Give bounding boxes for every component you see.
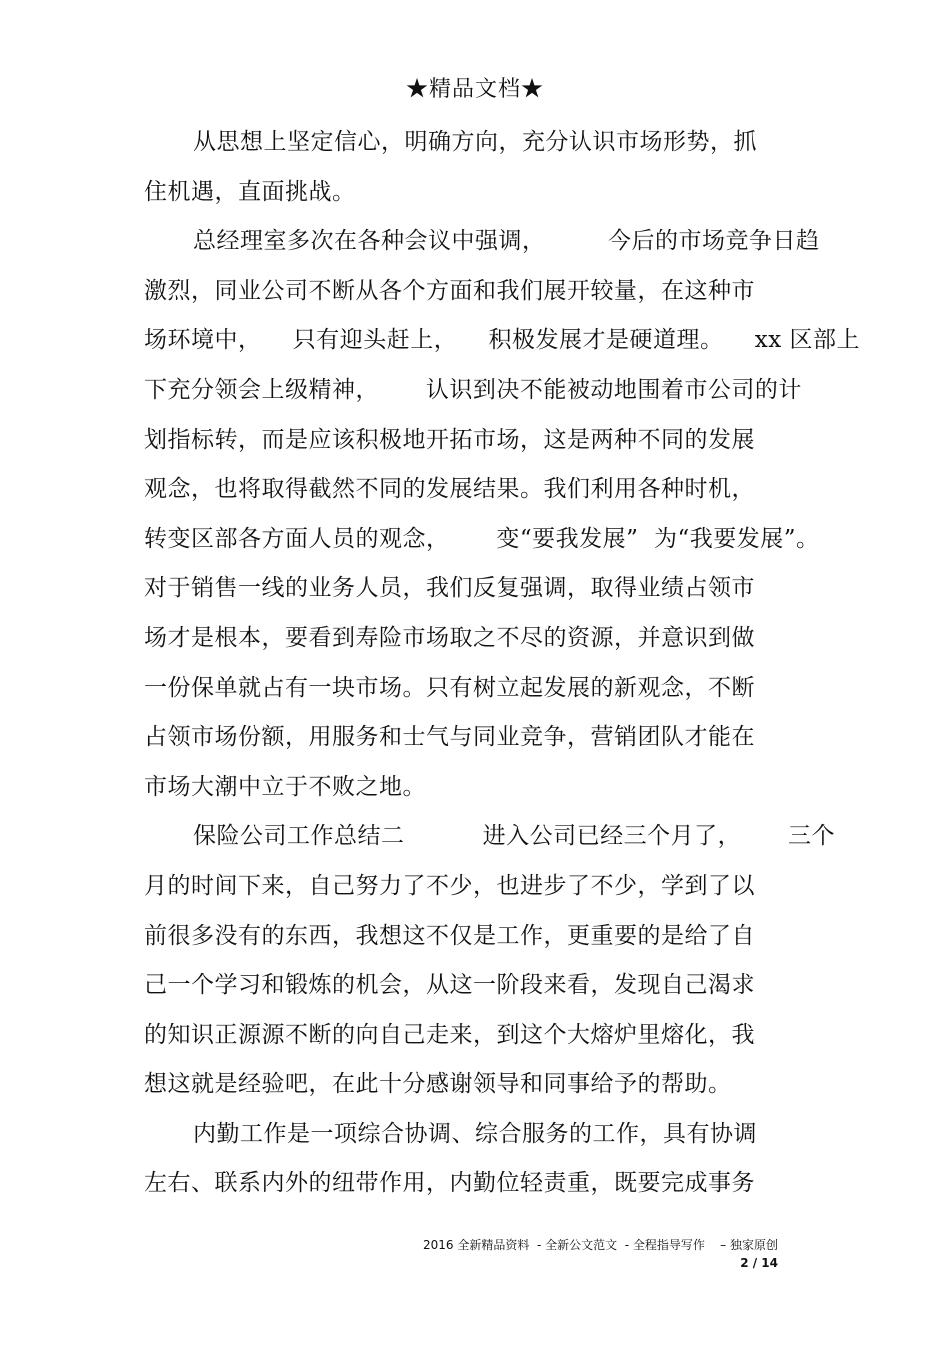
text-line: 场环境中， 只有迎头赶上， 积极发展才是硬道理。 xx 区部上	[144, 327, 860, 354]
text-line: 的知识正源源不断的向自己走来，到这个大熔炉里熔化，我	[144, 1021, 755, 1048]
text-line: 观念，也将取得截然不同的发展结果。我们利用各种时机，	[144, 476, 755, 503]
text-line: 前很多没有的东西，我想这不仅是工作，更重要的是给了自	[144, 922, 755, 949]
text-line: 场才是根本，要看到寿险市场取之不尽的资源，并意识到做	[144, 624, 755, 651]
page-number: 2 / 14	[740, 1256, 778, 1270]
text-line: 己一个学习和锻炼的机会，从这一阶段来看，发现自己渴求	[144, 972, 755, 999]
text-line: 对于销售一线的业务人员，我们反复强调，取得业绩占领市	[144, 575, 755, 602]
text-line: 市场大潮中立于不败之地。	[144, 773, 426, 800]
text-line: 总经理室多次在各种会议中强调， 今后的市场竞争日趋	[193, 228, 820, 255]
text-line: 月的时间下来，自己努力了不少，也进步了不少，学到了以	[144, 872, 755, 899]
page-footer-text: 2016 全新精品资料 - 全新公文范文 - 全程指导写作 – 独家原创	[423, 1238, 778, 1252]
text-line: 划指标转，而是应该积极地开拓市场，这是两种不同的发展	[144, 426, 755, 453]
document-body	[144, 118, 860, 1209]
text-line: 下充分领会上级精神， 认识到决不能被动地围着市公司的计	[144, 376, 802, 403]
page-header-title: ★精品文档★	[405, 77, 544, 102]
text-line: 激烈，同业公司不断从各个方面和我们展开较量，在这种市	[144, 277, 755, 304]
text-line: 保险公司工作总结二 进入公司已经三个月了， 三个	[193, 823, 835, 850]
text-line: 住机遇，直面挑战。	[144, 178, 356, 205]
text-line: 左右、联系内外的纽带作用，内勤位轻责重，既要完成事务	[144, 1170, 755, 1197]
text-line: 从思想上坚定信心，明确方向，充分认识市场形势，抓	[193, 129, 757, 155]
text-line: 转变区部各方面人员的观念， 变“要我发展” 为“我要发展”。	[144, 525, 820, 552]
text-line: 一份保单就占有一块市场。只有树立起发展的新观念，不断	[144, 674, 755, 701]
text-line: 想这就是经验吧，在此十分感谢领导和同事给予的帮助。	[144, 1071, 732, 1098]
text-line: 占领市场份额，用服务和士气与同业竞争，营销团队才能在	[144, 724, 755, 751]
text-line: 内勤工作是一项综合协调、综合服务的工作，具有协调	[193, 1120, 757, 1147]
